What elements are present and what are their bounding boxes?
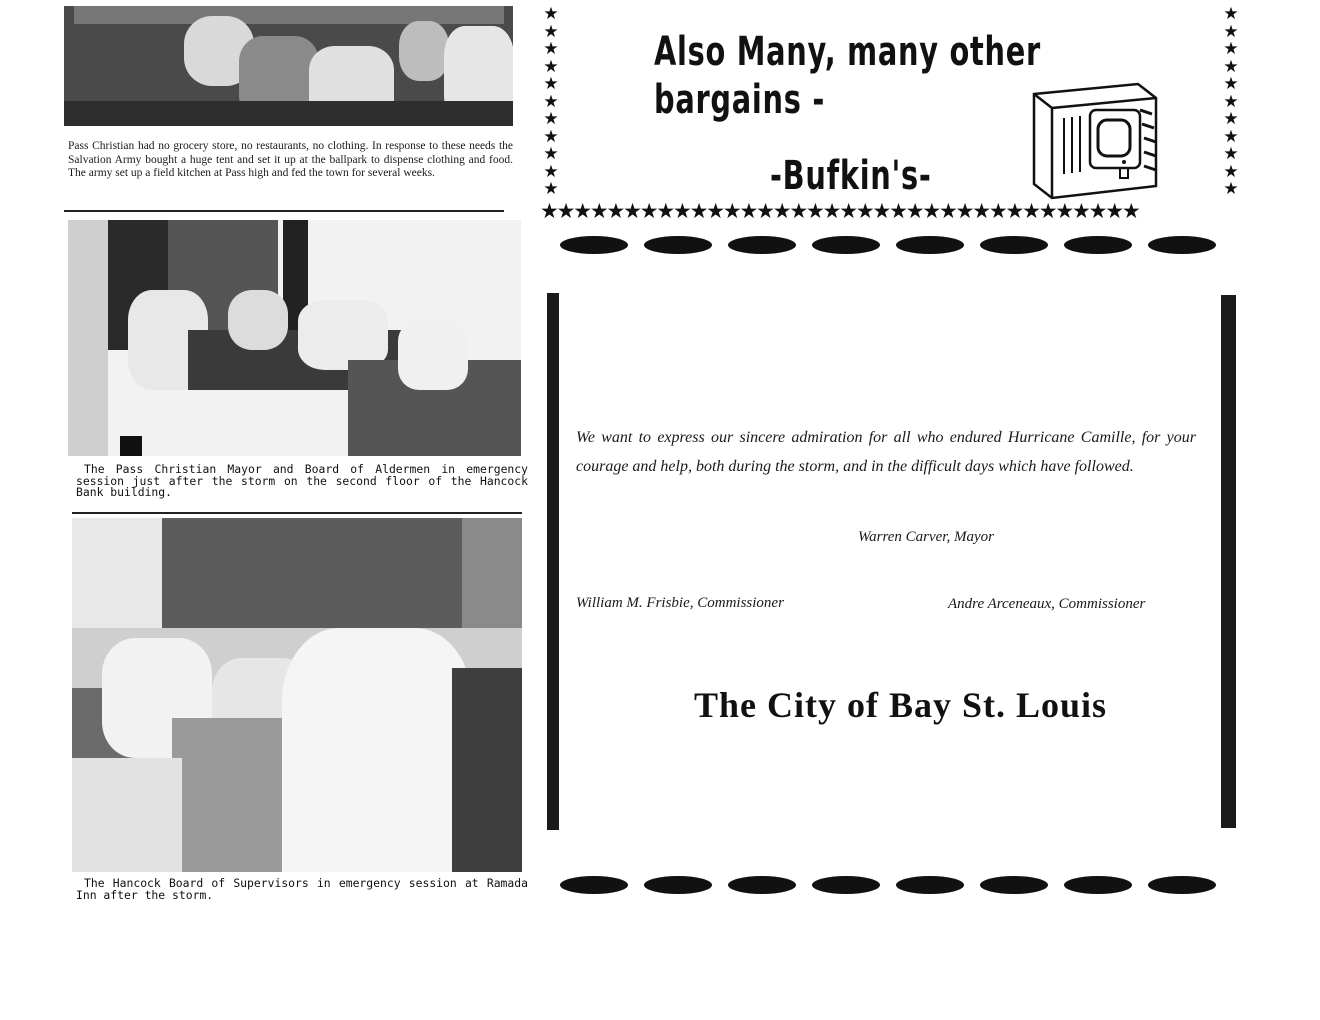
- mayor-signature: Warren Carver, Mayor: [858, 529, 994, 545]
- salvation-army-photo: [64, 6, 513, 126]
- star-border-left: ★ ★ ★ ★ ★ ★ ★ ★ ★ ★ ★: [543, 4, 559, 199]
- bufkins-ad: [540, 6, 1242, 220]
- star-border-right: ★ ★ ★ ★ ★ ★ ★ ★ ★ ★ ★: [1223, 4, 1239, 199]
- supervisors-caption: The Hancock Board of Supervisors in emergency session at Ramada Inn after the storm.: [76, 876, 528, 902]
- ornament-divider-top: [560, 236, 1240, 254]
- television-icon: [1028, 74, 1168, 202]
- letter-border-left: [547, 293, 559, 830]
- supervisors-photo: [72, 518, 522, 872]
- aldermen-caption: The Pass Christian Mayor and Board of Aldermen in emergency session just after the storm on the second floor of the Hancock Bank building.: [76, 462, 528, 499]
- store-name: -Bufkin's-: [770, 153, 932, 199]
- city-name: The City of Bay St. Louis: [694, 685, 1108, 725]
- salvation-army-caption: Pass Christian had no grocery store, no restaurants, no clothing. In response to these needs the Salvation Army bought a huge tent and set it up at the ballpark to dispense clothing and food. The army set up a field kitchen at Pass high and fed the town for several weeks.: [68, 140, 513, 179]
- ad-headline-line1: Also Many, many other: [654, 29, 1041, 75]
- caption-divider: [72, 512, 522, 514]
- star-border-bottom: ★★★★★★★★★★★★★★★★★★★★★★★★★★★★★★★★★★★★: [540, 200, 1139, 222]
- ad-headline-line2: bargains -: [654, 77, 825, 123]
- caption-divider: [64, 210, 504, 212]
- commissioner-right-signature: Andre Arceneaux, Commissioner: [948, 596, 1146, 612]
- aldermen-photo: [68, 220, 521, 456]
- commissioner-left-signature: William M. Frisbie, Commissioner: [576, 595, 784, 611]
- letter-body: We want to express our sincere admiration for all who endured Hurricane Camille, for your courage and help, both during the storm, and in the difficult days which have followed.: [576, 429, 1196, 475]
- letter-border-right: [1221, 295, 1236, 828]
- ornament-divider-bottom: [560, 876, 1240, 894]
